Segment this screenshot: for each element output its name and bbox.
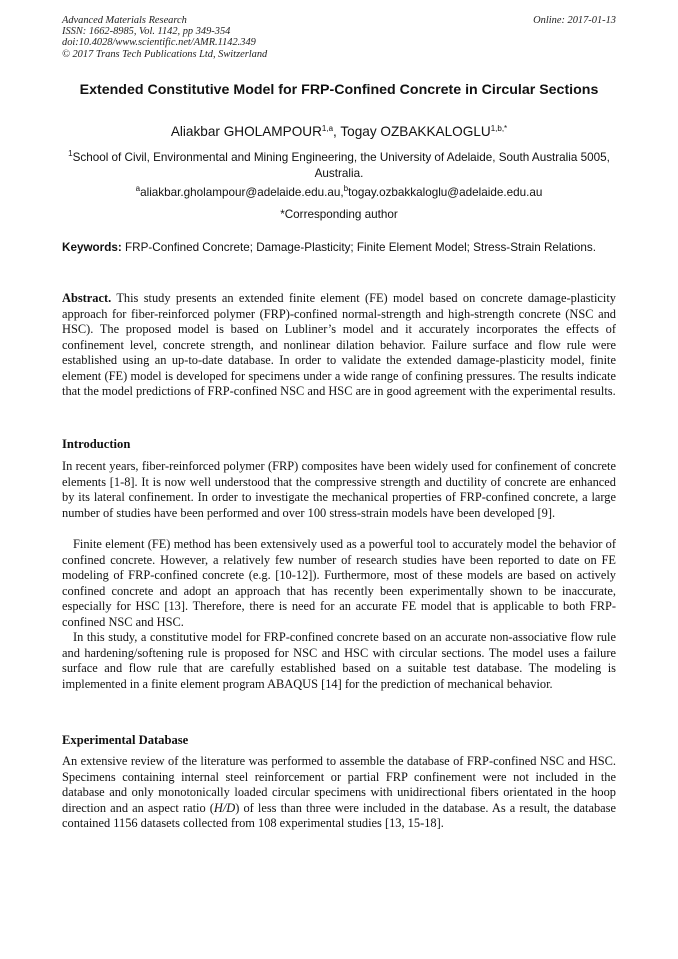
email-link[interactable]: aliakbar.gholampour@adelaide.edu.au, — [140, 186, 344, 199]
author-separator: , — [333, 124, 341, 139]
intro-paragraph-1: In recent years, fiber-reinforced polymer (FRP) composites have been widely used for confinement of concrete elements [1-8]. It is now well understood that the compressive strength and ductility of concrete are enhanced by its lateral confinement. In order to investigate the mechanical properties of FRP-confined concrete, a large number of studies have been performed and over 100 stress-strain models have been developed [9]. — [62, 459, 616, 520]
abstract-text: This study presents an extended finite element (FE) model based on concrete damage-plasticity approach for fiber-reinforced polymer (FRP)-confined normal-strength and high-strength concrete (NSC and HSC). The proposed model is based on Lubliner’s model and it accurately incorporates the effects of confinement level, concrete strength, and nonlinear dilation behavior. Failure surface and flow rule were established using an up-to-date database. In order to validate the extended damage-plasticity model, finite element (FE) model is developed for specimens under a wide range of confining pressures. The results indicate that the model predictions of FRP-confined NSC and HSC are in good agreement with the experimental results. — [62, 291, 616, 398]
corresponding-author-note: *Corresponding author — [280, 208, 398, 221]
keywords-label: Keywords: — [62, 241, 122, 254]
abstract — [62, 291, 616, 400]
affiliation-text: School of Civil, Environmental and Mining Engineering, the University of Adelaide, South Australia 5005, Australia. — [72, 151, 610, 180]
author-name: Aliakbar GHOLAMPOUR — [170, 124, 322, 139]
author-list — [62, 123, 616, 140]
email-link[interactable]: togay.ozbakkaloglu@adelaide.edu.au — [348, 186, 543, 199]
abstract-label: Abstract. — [62, 291, 112, 305]
affiliation — [62, 150, 616, 181]
experimental-paragraph-1 — [62, 754, 616, 832]
author-emails — [62, 185, 616, 200]
author-superscript: 1,b,* — [490, 124, 508, 133]
keywords-text: FRP-Confined Concrete; Damage-Plasticity; Finite Element Model; Stress-Strain Relations. — [121, 241, 596, 254]
affiliation-superscript: 1 — [68, 149, 73, 158]
doi-line: doi:10.4028/www.scientific.net/AMR.1142.349 — [62, 37, 256, 49]
keywords — [62, 240, 616, 256]
paper-title: Extended Constitutive Model for FRP-Confined Concrete in Circular Sections — [79, 82, 599, 98]
intro-paragraph-3: In this study, a constitutive model for FRP-confined concrete based on an accurate non-associative flow rule and hardening/softening rule is proposed for NSC and HSC with circular sections. The model uses a failure surface and flow rule that are carefully established based on a suitable test database. The modeling is implemented in a finite element program ABAQUS [14] for the prediction of mechanical behavior. — [62, 630, 616, 691]
copyright-line: © 2017 Trans Tech Publications Ltd, Switzerland — [62, 48, 268, 60]
section-heading-experimental-database: Experimental Database — [62, 733, 189, 747]
author-name: Togay OZBAKKALOGLU — [340, 124, 491, 139]
email-superscript: b — [343, 184, 349, 193]
online-date: Online: 2017-01-13 — [533, 15, 616, 26]
experimental-text: An extensive review of the literature was performed to assemble the database of FRP-confined NSC and HSC. Specimens containing internal steel reinforcement or partial FRP confinement were not included in the database and only monotonically loaded circular specimens with unidirectional fibers orientated in the hoop direction and an aspect ratio ( — [62, 754, 616, 815]
author-superscript: 1,a — [321, 124, 334, 133]
journal-header — [62, 15, 616, 60]
aspect-ratio-symbol: H/D — [213, 800, 236, 815]
journal-name: Advanced Materials Research — [62, 15, 187, 26]
issn-line: ISSN: 1662-8985, Vol. 1142, pp 349-354 — [62, 26, 231, 38]
email-superscript: a — [135, 184, 141, 193]
intro-paragraph-2: Finite element (FE) method has been extensively used as a powerful tool to accurately model the behavior of confined concrete. However, a relatively few number of research studies have been reported to date on FE modeling of FRP-confined concrete (e.g. [10-12]). Furthermore, most of these models are based on actively confined concrete and adopt an approach that has recently been experimentally shown to be inaccurate, especially for HSC [13]. Therefore, there is need for an accurate FE model that is applicable to both FRP-confined NSC and HSC. — [62, 537, 616, 629]
section-heading-introduction: Introduction — [62, 437, 131, 451]
experimental-text: ) of less than three were included in the database. As a result, the database contained 1156 datasets collected from 108 experimental studies [13, 15-18]. — [62, 800, 617, 830]
